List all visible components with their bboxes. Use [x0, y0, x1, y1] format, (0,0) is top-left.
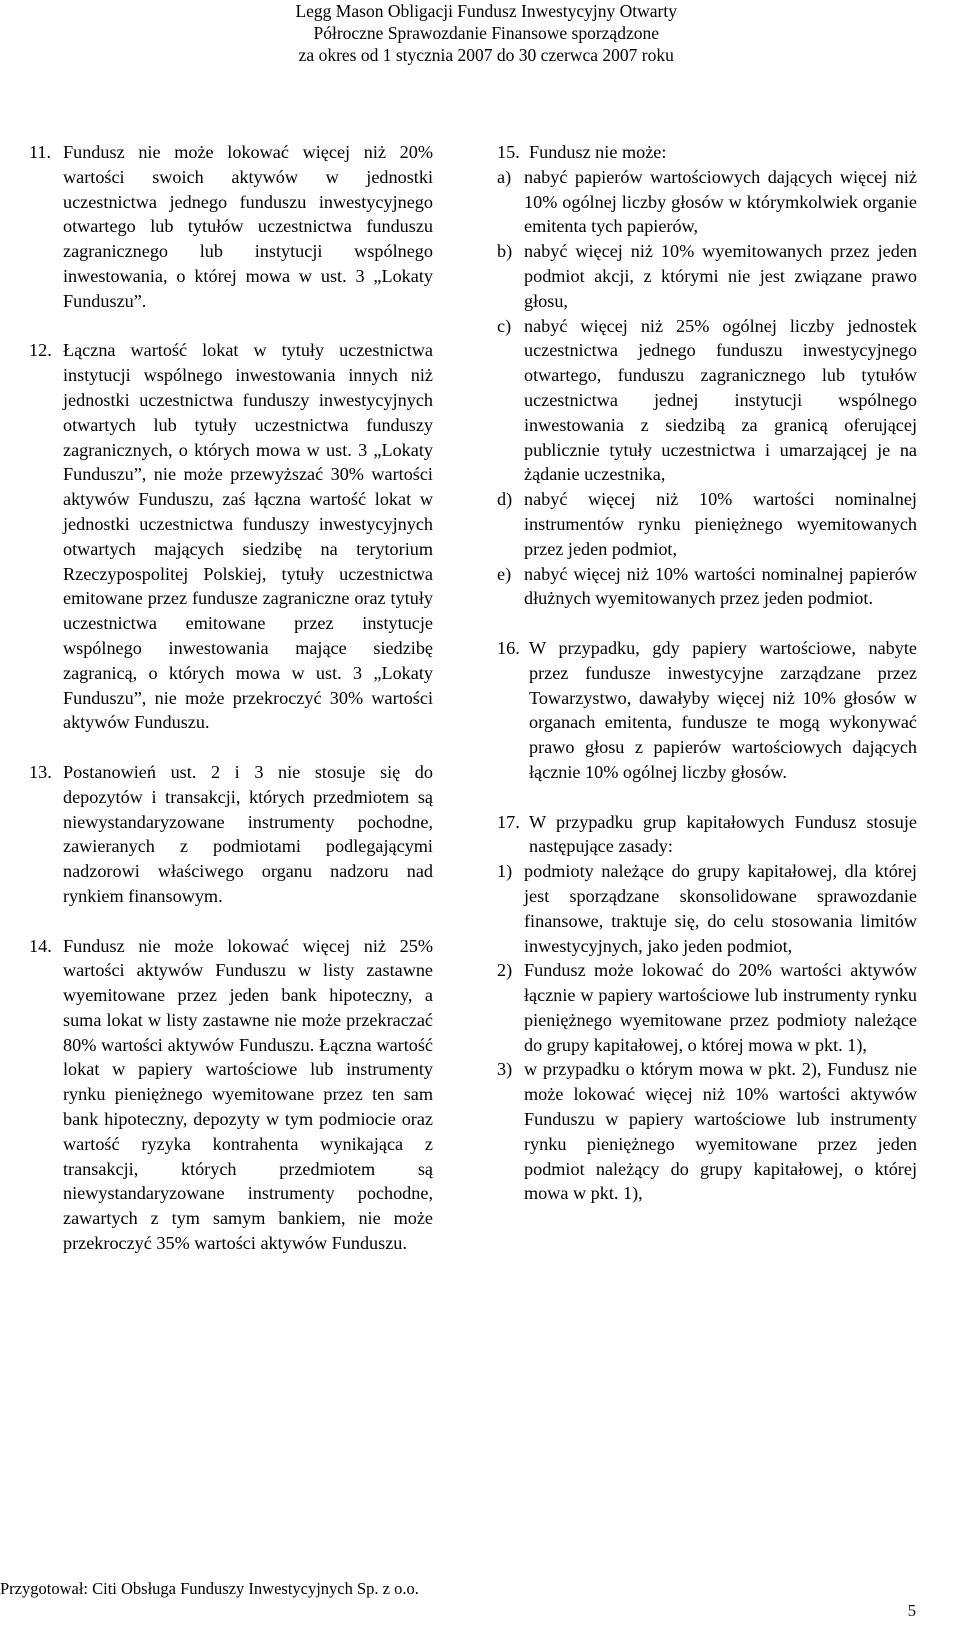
- clause-17: [497, 810, 917, 1207]
- list-text: Fundusz może lokować do 20% wartości aktywów łącznie w papiery wartościowe lub instrumenty rynku pieniężnego wyemitowane przez podmioty należące do grupy kapitałowej, o której mowa w pkt. 1),: [524, 960, 917, 1055]
- list-label: b): [497, 241, 513, 262]
- clause-text: Postanowień ust. 2 i 3 nie stosuje się do depozytów i transakcji, których przedmiotem są niewystandaryzowane instrumenty pochodne, zawieranych z podmiotami podlegającymi nadzorowi właściwego organu nadzoru nad rynkiem finansowym.: [63, 761, 433, 906]
- list-text: podmioty należące do grupy kapitałowej, dla której jest sporządzane skonsolidowane sprawozdanie finansowe, traktuje się, do celu stosowania limitów inwestycyjnych, jako jeden podmiot,: [524, 861, 917, 956]
- list-label: 3): [497, 1059, 513, 1080]
- clause-number: 15.: [497, 142, 520, 162]
- clause-17-intro: [497, 810, 917, 860]
- page-number: 5: [907, 1601, 916, 1620]
- list-text: nabyć papierów wartościowych dających więcej niż 10% ogólnej liczby głosów w którymkolwiek organie emitenta tych papierów,: [524, 166, 917, 237]
- clause-intro-text: Fundusz nie może:: [529, 142, 667, 162]
- clause-16: [497, 636, 917, 785]
- clause-13: [29, 760, 433, 909]
- clause-11: [29, 140, 433, 314]
- clause-number: 17.: [497, 811, 520, 832]
- left-column: [29, 140, 433, 1281]
- clause-number: 16.: [497, 637, 520, 658]
- clause-intro-text: W przypadku grup kapitałowych Fundusz stosuje następujące zasady:: [529, 811, 917, 857]
- list-text: nabyć więcej niż 25% ogólnej liczby jednostek uczestnictwa jednego funduszu inwestycyjnego otwartego, funduszu zagranicznego lub tytułów uczestnictwa jednej instytucji wspólnego inwestowania z siedzibą za granicą oferującej publicznie tytuły uczestnictwa i umarzającej je na żądanie uczestnika,: [524, 315, 917, 485]
- prepared-by: Przygotował: Citi Obsługa Funduszy Inwestycyjnych Sp. z o.o.: [0, 1579, 419, 1598]
- clause-number: 13.: [29, 761, 52, 782]
- clause-15-list: [497, 165, 917, 611]
- list-text: nabyć więcej niż 10% wartości nominalnej papierów dłużnych wyemitowanych przez jeden podmiot.: [524, 563, 917, 609]
- clause-17-list: [497, 859, 917, 1206]
- list-label: a): [497, 166, 512, 187]
- clause-15-intro: [497, 140, 917, 165]
- document-footer: [0, 1579, 960, 1619]
- list-item: [497, 958, 917, 1057]
- list-item: [497, 1057, 917, 1206]
- list-label: 1): [497, 861, 513, 882]
- clause-text: Łączna wartość lokat w tytuły uczestnictwa instytucji wspólnego inwestowania innych niż jednostki uczestnictwa funduszy inwestycyjnych otwartych lub tytuły uczestnictwa funduszy zagranicznych, o których mowa w ust. 3 „Lokaty Funduszu”, nie może przewyższać 30% wartości aktywów Funduszu, zaś łączna wartość lokat w jednostki uczestnictwa funduszy inwestycyjnych otwartych mających siedzibę na terytorium Rzeczypospolitej Polskiej, tytuły uczestnictwa emitowane przez fundusze zagraniczne oraz tytuły uczestnictwa emitowane przez instytucje wspólnego inwestowania mające siedzibę zagranicą, o których mowa w ust. 3 „Lokaty Funduszu”, nie może przekroczyć 30% wartości aktywów Funduszu.: [63, 340, 433, 733]
- clause-15: [497, 140, 917, 611]
- list-text: w przypadku o którym mowa w pkt. 2), Fundusz nie może lokować więcej niż 10% wartości aktywów Funduszu w papiery wartościowe lub instrumenty rynku pieniężnego wyemitowane przez jeden podmiot należący do grupy kapitałowej, o której mowa w pkt. 1),: [524, 1059, 917, 1204]
- fund-name: Legg Mason Obligacji Fundusz Inwestycyjny Otwarty: [295, 1, 677, 21]
- clause-14: [29, 934, 433, 1256]
- list-item: [497, 562, 917, 612]
- list-label: c): [497, 315, 512, 336]
- list-item: [497, 239, 917, 313]
- list-item: [497, 314, 917, 488]
- list-item: [497, 165, 917, 239]
- clause-number: 11.: [29, 142, 52, 162]
- clause-text: Fundusz nie może lokować więcej niż 20% wartości swoich aktywów w jednostki uczestnictwa jednego funduszu inwestycyjnego otwartego lub tytułów uczestnictwa funduszu zagranicznego lub instytucji wspólnego inwestowania, o której mowa w ust. 3 „Lokaty Funduszu”.: [63, 142, 433, 311]
- clause-12: [29, 338, 433, 735]
- clause-number: 14.: [29, 935, 52, 956]
- list-label: 2): [497, 960, 513, 981]
- list-label: e): [497, 563, 512, 584]
- list-item: [497, 487, 917, 561]
- list-text: nabyć więcej niż 10% wyemitowanych przez jeden podmiot akcji, z którymi nie jest związane prawo głosu,: [524, 241, 917, 311]
- clause-number: 12.: [29, 340, 52, 361]
- report-period: za okres od 1 stycznia 2007 do 30 czerwca 2007 roku: [298, 45, 674, 65]
- header-block: [295, 0, 677, 66]
- list-text: nabyć więcej niż 10% wartości nominalnej instrumentów rynku pieniężnego wyemitowanych przez jeden podmiot,: [524, 489, 917, 559]
- list-label: d): [497, 489, 513, 510]
- list-item: [497, 859, 917, 958]
- document-header: [0, 0, 960, 66]
- report-title: Półroczne Sprawozdanie Finansowe sporządzone: [313, 23, 659, 43]
- clause-text: W przypadku, gdy papiery wartościowe, nabyte przez fundusze inwestycyjne zarządzane przez Towarzystwo, dawałyby więcej niż 10% głosów w organach emitenta, fundusze te mogą wykonywać prawo głosu z papierów wartościowych dających łącznie 10% ogólnej liczby głosów.: [529, 637, 917, 782]
- right-column: [497, 140, 917, 1231]
- clause-text: Fundusz nie może lokować więcej niż 25% wartości aktywów Funduszu w listy zastawne wyemitowane przez jeden bank hipoteczny, a suma lokat w listy zastawne nie może przekraczać 80% wartości aktywów Funduszu. Łączna wartość lokat w papiery wartościowe lub instrumenty rynku pieniężnego wyemitowane przez ten sam bank hipoteczny, depozyty w tym podmiocie oraz wartość ryzyka kontrahenta wynikająca z transakcji, których przedmiotem są niewystandaryzowane instrumenty pochodne, zawartych z tym samym bankiem, nie może przekroczyć 35% wartości aktywów Funduszu.: [63, 935, 433, 1254]
